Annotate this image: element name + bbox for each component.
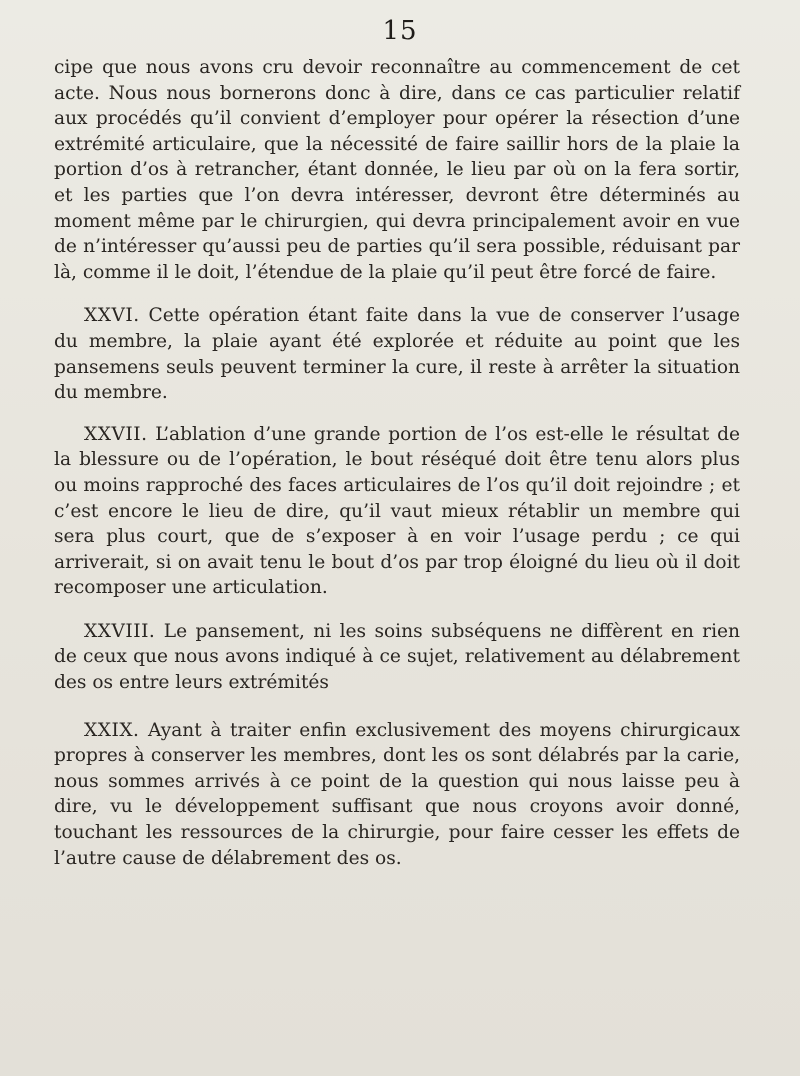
paragraph-section-29 [54, 718, 740, 872]
section-number: XXVI. [84, 305, 140, 327]
paragraph-section-28 [54, 619, 740, 696]
paragraph-section-27 [54, 422, 740, 601]
paragraph-text: cipe que nous avons cru devoir reconnaître au commencement de cet acte. Nous nous bornerons donc à dire, dans ce cas particulier relatif aux procédés qu’il convient d’employer pour opérer la résection d’une extrémité articulaire, que la nécessité de faire saillir hors de la plaie la portion d’os à retrancher, étant donnée, le lieu par où on la fera sortir, et les parties que l’on devra intéresser, devront être déterminés au moment même par le chirurgien, qui devra principalement avoir en vue de n’intéresser qu’aussi peu de parties qu’il sera possible, réduisant par là, comme il le doit, l’étendue de la plaie qu’il peut être forcé de faire. [54, 57, 740, 283]
paragraph-text: Le pansement, ni les soins subséquens ne diffèrent en rien de ceux que nous avons indiqué à ce sujet, relativement au délabrement des os entre leurs extrémités [54, 620, 740, 694]
paragraph-text: Cette opération étant faite dans la vue de conserver l’usage du membre, la plaie ayant été explorée et réduite au point que les pansemens seuls peuvent terminer la cure, il reste à arrêter la situation du membre. [54, 305, 740, 404]
paragraph-text: Ayant à traiter enfin exclusivement des moyens chirurgicaux propres à conserver les membres, dont les os sont délabrés par la carie, nous sommes arrivés à ce point de la question qui nous laisse peu à dire, vu le développement suffisant que nous croyons avoir donné, touchant les ressources de la chirurgie, pour faire cesser les effets de l’autre cause de délabrement des os. [54, 719, 740, 869]
body-text [54, 55, 740, 871]
paragraph-text: L’ablation d’une grande portion de l’os est-elle le résultat de la blessure ou de l’opération, le bout réséqué doit être tenu alors plus ou moins rapproché des faces articulaires de l’os qu’il doit rejoindre ; et c’est encore le lieu de dire, qu’il vaut mieux rétablir un membre qui sera plus court, que de s’exposer à en voir l’usage perdu ; ce qui arriverait, si on avait tenu le bout d’os par trop éloigné du lieu où il doit recomposer une articulation. [54, 423, 740, 599]
paragraph-continuation [54, 55, 740, 285]
page-number: 15 [382, 16, 418, 46]
section-number: XXVIII. [84, 620, 156, 642]
section-number: XXIX. [84, 719, 140, 741]
paragraph-section-26 [54, 303, 740, 405]
section-number: XXVII. [84, 423, 148, 445]
